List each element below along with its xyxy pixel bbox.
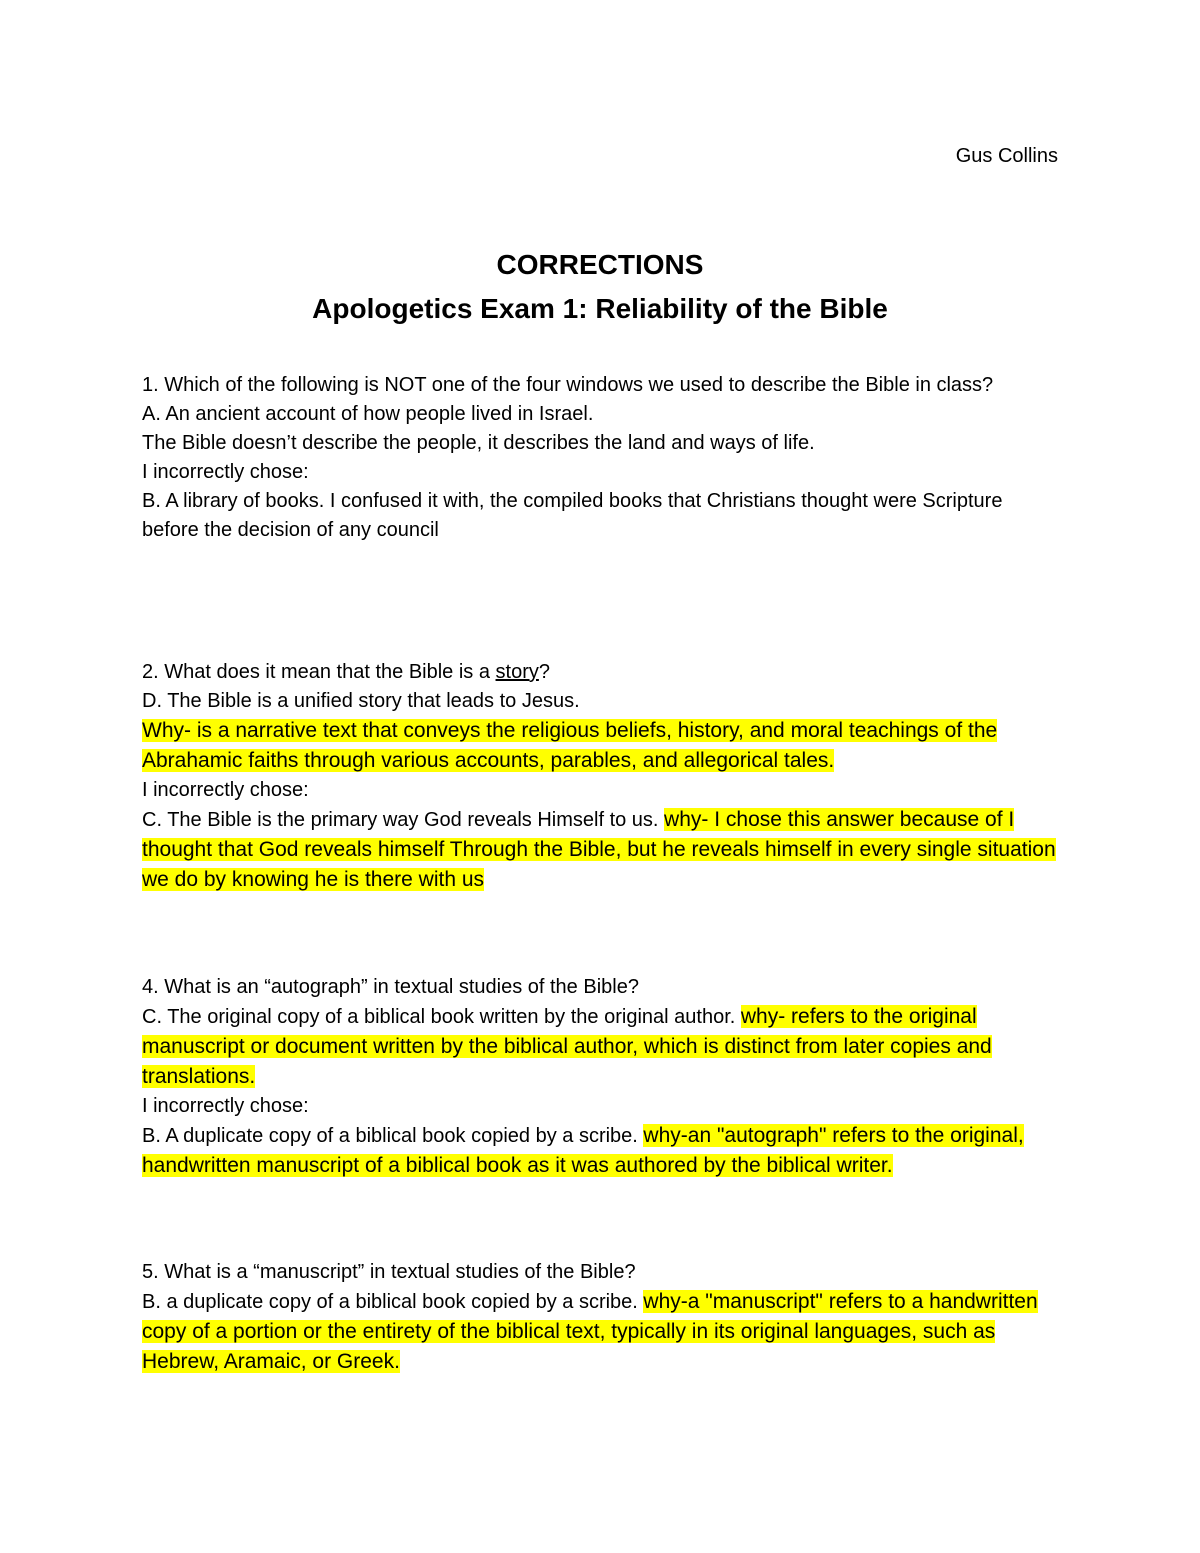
question-5-correct-answer: B. a duplicate copy of a biblical book copied by a scribe. [142,1291,644,1313]
question-4-why: why- refers to the original manuscript or document written by the biblical author, which is distinct from later copies and translations. [142,1005,992,1088]
question-4 [142,973,1062,1181]
question-2-why-paragraph [142,716,1062,776]
question-1-explanation: The Bible doesn’t describe the people, it describes the land and ways of life. [142,432,815,454]
question-1-incorrect-label: I incorrectly chose: [142,461,309,483]
question-1-incorrect-answer: B. A library of books. I confused it with, the compiled books that Christians thought were Scripture before the decision of any council [142,490,1003,541]
question-2-correct-answer: D. The Bible is a unified story that leads to Jesus. [142,690,580,712]
question-2-incorrect-label: I incorrectly chose: [142,779,309,801]
question-2-prompt-end: ? [538,661,550,683]
author-name: Gus Collins [955,145,1058,167]
question-1 [142,371,1062,545]
question-2-why: Why- is a narrative text that conveys the religious beliefs, history, and moral teachings of the Abrahamic faiths through various accounts, parables, and allegorical tales. [142,719,998,772]
question-2-prompt [142,658,1062,687]
document-title: CORRECTIONS [496,249,704,280]
question-2 [142,658,1062,895]
question-4-prompt: 4. What is an “autograph” in textual studies of the Bible? [142,976,639,998]
question-5-prompt: 5. What is a “manuscript” in textual studies of the Bible? [142,1261,636,1283]
question-4-incorrect-paragraph [142,1121,1062,1181]
question-4-incorrect-label: I incorrectly chose: [142,1095,309,1117]
document-subtitle: Apologetics Exam 1: Reliability of the Bible [312,293,888,324]
question-4-incorrect-answer: B. A duplicate copy of a biblical book copied by a scribe. [142,1125,644,1147]
question-2-prompt-underlined: story [495,661,539,683]
question-2-prompt-text: 2. What does it mean that the Bible is a [142,661,496,683]
question-4-correct-paragraph [142,1002,1062,1092]
question-5-why: why-a "manuscript" refers to a handwritten copy of a portion or the entirety of the biblical text, typically in its original languages, such as Hebrew, Aramaic, or Greek. [142,1290,1038,1373]
question-2-incorrect-answer: C. The Bible is the primary way God reveals Himself to us. [142,809,665,831]
question-5 [142,1258,1062,1377]
question-2-incorrect-paragraph [142,805,1062,895]
question-1-correct-answer: A. An ancient account of how people lived in Israel. [142,403,594,425]
question-5-correct-paragraph [142,1287,1062,1377]
question-4-correct-answer: C. The original copy of a biblical book written by the original author. [142,1006,741,1028]
question-2-incorrect-why: why- I chose this answer because of I thought that God reveals himself Through the Bible, but he reveals himself in every single situation we do by knowing he is there with us [142,808,1056,891]
question-1-prompt: 1. Which of the following is NOT one of the four windows we used to describe the Bible in class? [142,374,994,396]
question-4-incorrect-why: why-an "autograph" refers to the original, handwritten manuscript of a biblical book as it was authored by the biblical writer. [142,1124,1024,1177]
